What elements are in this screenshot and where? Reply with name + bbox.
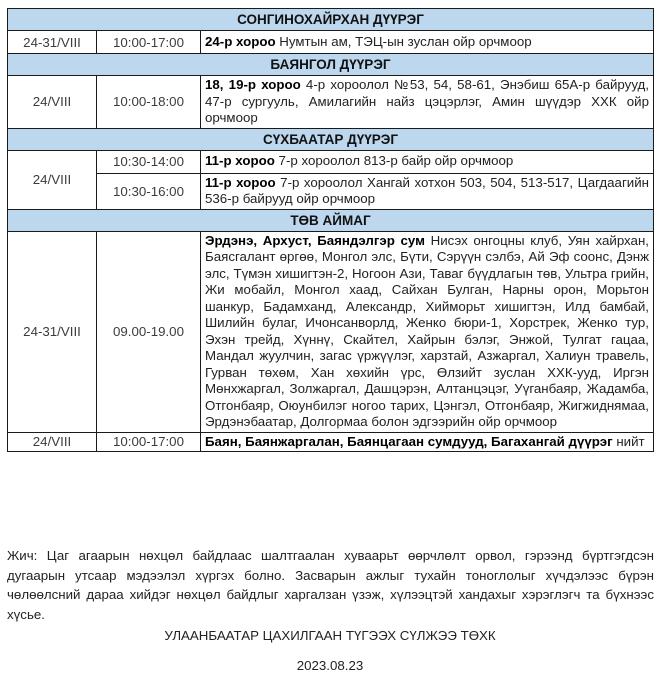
date-cell: 24-31/VIII [8, 31, 97, 54]
table-row [8, 231, 654, 432]
location-text: Нумтын ам, ТЭЦ-ын зуслан ойр орчмоор [275, 33, 532, 49]
time-cell: 10:30-16:00 [97, 173, 201, 209]
location-text: 4-р хороолол №53, 54, 58-61, Энэбиш 65А-р байрууд, 47-р сургууль, Амилагийн найз цэцэрлэг, Амин шүүдэр ХХК ойр орчмоор [205, 77, 649, 125]
section-title: БАЯНГОЛ ДҮҮРЭГ [8, 54, 654, 76]
location-text: Нисэх онгоцны клуб, Уян хайрхан, Баясгалант өргөө, Монгол элс, Бүти, Сэрүүн сэлбэ, Ай Эф соонс, Дэнж элс, Түмэн хишигтэн-2, Ногоон Ази, Таваг бүүдлагын төв, Ультра грийн, Жи мобайл, Монгол хаад, Сайхан Булган, Нарны орон, Морьтон шанкур, Бадамханд, Александр, Хийморьт хишигтэн, Илд бамбай, Шилийн булаг, Ичонсанворлд, Женко бюри-1, Хорстрек, Женко тур, Эхэн трейд, Хүннү, Скайтел, Хайрын бэлэг, Энжой, Тулгат гацаа, Мандал жуулчин, загас үржүүлэг, харзтай, Азжаргал, Халиун травель, Гурван төхөм, Хан хөхийн үрс, Өлзийт зуслан ХХК-ууд, Иргэн Мөнхжаргал, Золжаргал, Дашцэрэн, Алтанцэцэг, Уүганбаяр, Жадамба, Отгонбаяр, Оюунбилэг ногоо тарих, Цэнгэл, Отгонбаяр, Жигжиднямаа, Эрдэнэбаатар, Долгормаа болон эдгээрийн ойр орчмоор [205, 232, 649, 429]
outage-schedule-table [7, 8, 654, 452]
date-cell: 24/VIII [8, 150, 97, 209]
organization-name: УЛААНБААТАР ЦАХИЛГААН ТҮГЭЭХ СҮЛЖЭЭ ТӨХК [164, 628, 496, 643]
location-text: 7-р хороолол Хангай хотхон 503, 504, 513-517, Цагдаагийн 536-р байрууд ойр орчмоор [205, 174, 650, 206]
table-row [8, 76, 654, 129]
location-bold: 24-р хороо [205, 33, 276, 49]
section-header-row [8, 54, 654, 76]
document-date: 2023.08.23 [296, 658, 364, 673]
location-bold: 11-р хороо [205, 174, 276, 190]
table-row [8, 150, 654, 173]
date-cell: 24/VIII [8, 76, 97, 129]
location-cell [201, 432, 654, 452]
location-cell [201, 76, 654, 129]
location-cell [201, 150, 654, 173]
footnote: Жич: Цаг агаарын нөхцөл байдлаас шалтгаалан хуваарьт өөрчлөлт орвол, гэрээнд бүртгэгдсэн дугаарын утсаар мэдээлэл хүргэх болно. Засварын ажлыг тухайн тоноглолыг хүчдэлээс бүрэн чөлөөлсний дараа хийдэг нөхцөл байдлыг харгалзан үзэж, хүлээцтэй хандахыг хэрэглэгч та бүхнээс хүсье. [7, 548, 654, 622]
location-cell [201, 231, 654, 432]
date-cell: 24-31/VIII [8, 231, 97, 432]
section-header-row [8, 9, 654, 31]
section-header-row [8, 209, 654, 231]
table-row [8, 173, 654, 209]
section-title: СОНГИНОХАЙРХАН ДҮҮРЭГ [8, 9, 654, 31]
location-text: нийт [612, 433, 645, 449]
location-bold: 18, 19-р хороо [205, 77, 301, 92]
time-cell: 10:00-18:00 [97, 76, 201, 129]
location-cell [201, 31, 654, 54]
location-text: 7-р хороолол 813-р байр ойр орчмоор [274, 153, 514, 169]
time-cell: 09.00-19.00 [97, 231, 201, 432]
time-cell: 10:00-17:00 [97, 432, 201, 452]
date-cell: 24/VIII [8, 432, 97, 452]
table-row [8, 432, 654, 452]
table-row [8, 31, 654, 54]
location-bold: Эрдэнэ, Архуст, Баяндэлгэр сум [205, 232, 425, 248]
time-cell: 10:00-17:00 [97, 31, 201, 54]
time-cell: 10:30-14:00 [97, 150, 201, 173]
section-title: ТӨВ АЙМАГ [8, 209, 654, 231]
location-bold: 11-р хороо [205, 153, 275, 169]
location-bold: Баян, Баянжаргалан, Баянцагаан сумдууд, Багахангай дүүрэг [205, 433, 613, 449]
section-header-row [8, 128, 654, 150]
section-title: СҮХБААТАР ДҮҮРЭГ [8, 128, 654, 150]
location-cell [201, 173, 654, 209]
